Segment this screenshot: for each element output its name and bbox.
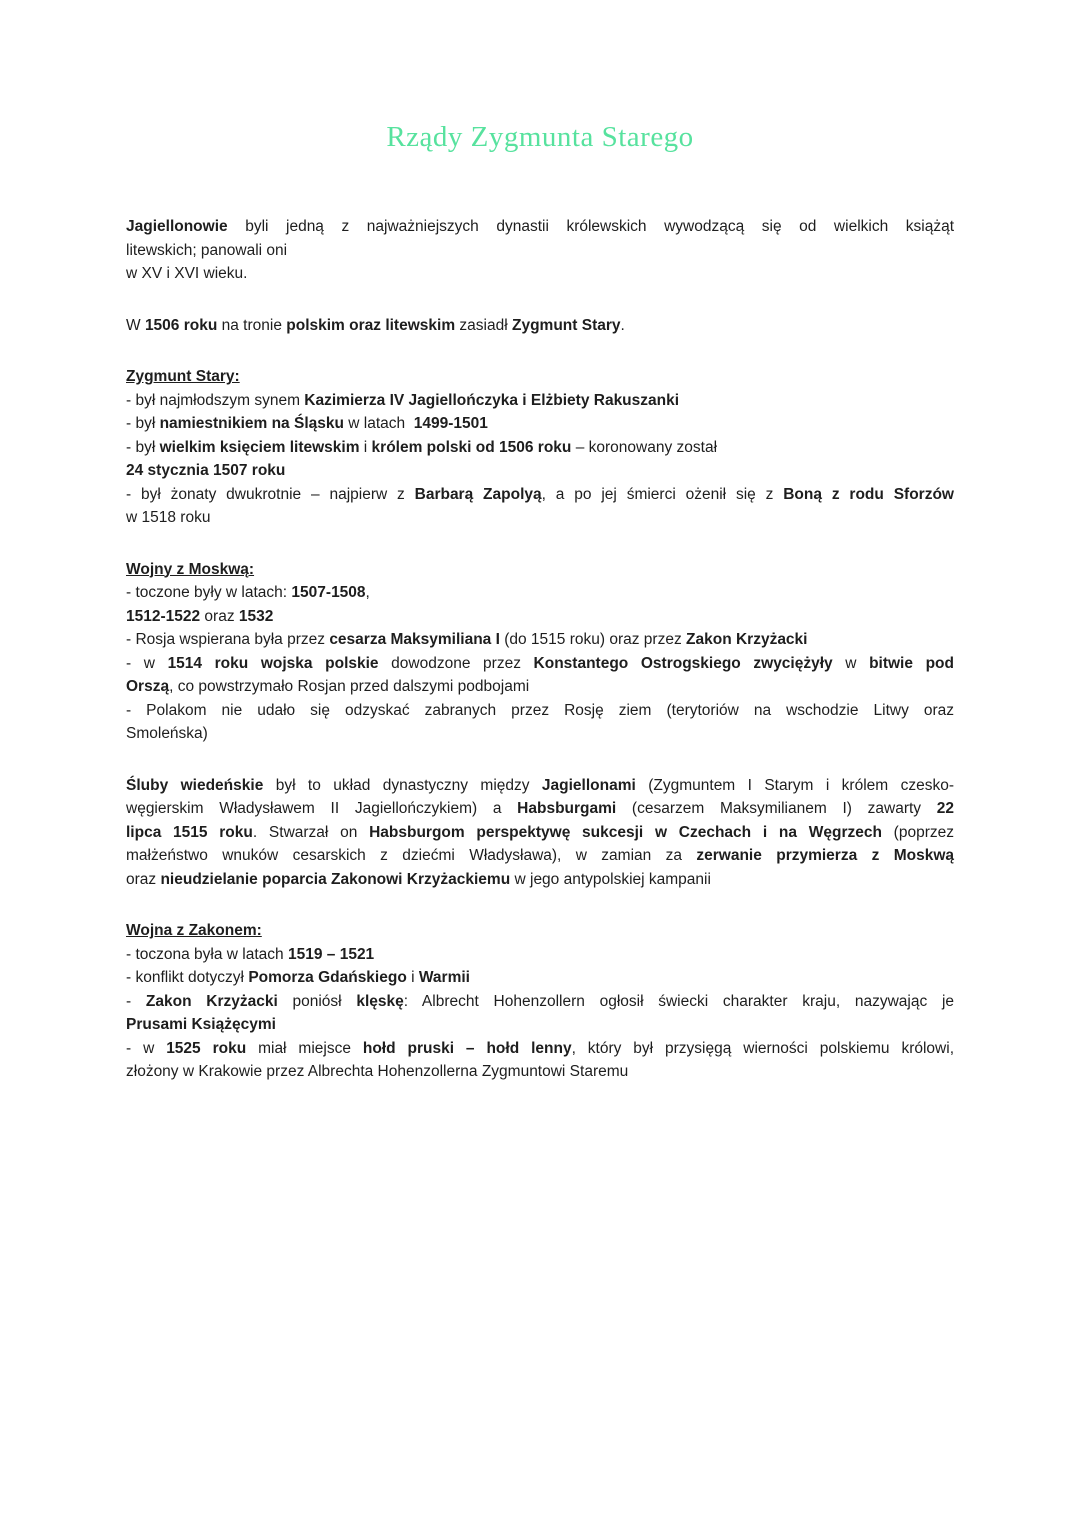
text-line bbox=[126, 628, 954, 652]
text-run: byli jedną z najważniejszych dynastii królewskich wywodzącą się od wielkich książąt bbox=[227, 218, 954, 235]
paragraph bbox=[126, 919, 954, 1084]
text-run: Warmii bbox=[418, 969, 470, 986]
document-content bbox=[126, 120, 954, 1084]
text-run: 24 stycznia 1507 roku bbox=[126, 462, 286, 479]
text-run: 1525 roku bbox=[166, 1039, 247, 1057]
text-run: - w bbox=[126, 654, 168, 672]
section-heading bbox=[126, 919, 954, 943]
text-run: - był bbox=[126, 438, 160, 456]
text-run: Smoleńska) bbox=[126, 725, 208, 742]
text-line bbox=[126, 797, 954, 821]
text-run: małżeństwo wnuków cesarskich z dziećmi Władysława), w zamian za bbox=[126, 847, 697, 864]
text-run: polskim oraz litewskim bbox=[286, 316, 456, 334]
text-run: - konflikt dotyczył bbox=[126, 969, 249, 986]
text-run: - Rosja wspierana była przez bbox=[126, 631, 330, 648]
text-line bbox=[126, 990, 954, 1014]
text-run: w latach bbox=[343, 415, 414, 432]
text-line bbox=[126, 239, 954, 263]
text-run: 1507-1508 bbox=[291, 584, 366, 601]
text-run: był to układ dynastyczny między bbox=[263, 776, 542, 794]
text-run: złożony w Krakowie przez Albrechta Hohenzollerna Zygmuntowi Staremu bbox=[126, 1063, 629, 1080]
text-line bbox=[126, 1013, 954, 1037]
text-run: dowodzone przez bbox=[378, 654, 534, 672]
text-run: , bbox=[365, 584, 370, 601]
text-run: 1519 – 1521 bbox=[287, 945, 375, 963]
paragraph bbox=[126, 365, 954, 530]
text-line bbox=[126, 966, 954, 990]
text-run: Zygmunt Stary: bbox=[126, 368, 240, 385]
paragraph bbox=[126, 558, 954, 746]
text-line bbox=[126, 868, 954, 892]
text-line bbox=[126, 459, 954, 483]
text-run: Habsburgami bbox=[517, 800, 617, 817]
text-run: oraz bbox=[200, 607, 239, 625]
text-line bbox=[126, 215, 954, 239]
text-run: . bbox=[620, 316, 625, 334]
text-run: Jagiellonowie bbox=[126, 218, 228, 235]
text-run: . Stwarzał on bbox=[252, 823, 370, 841]
text-line bbox=[126, 722, 954, 746]
text-run: i bbox=[406, 969, 419, 986]
text-run: - toczone były w latach: bbox=[126, 584, 292, 601]
text-run: - w bbox=[126, 1039, 167, 1057]
text-line bbox=[126, 436, 954, 460]
text-run: klęskę bbox=[356, 992, 404, 1010]
text-run: cesarza Maksymiliana I bbox=[329, 631, 500, 648]
text-run: 1514 roku wojska polskie bbox=[167, 654, 379, 672]
text-run: hołd pruski – hołd lenny bbox=[362, 1039, 572, 1057]
text-run: 1506 roku bbox=[144, 316, 218, 334]
text-line bbox=[126, 262, 954, 286]
paragraph bbox=[126, 314, 954, 338]
text-run: - był najmłodszym synem bbox=[126, 391, 305, 409]
text-run: Śluby wiedeńskie bbox=[126, 776, 264, 794]
text-run: Orszą bbox=[126, 678, 170, 695]
text-run: w jego antypolskiej kampanii bbox=[510, 870, 711, 888]
text-line bbox=[126, 1060, 954, 1084]
text-line bbox=[126, 675, 954, 699]
text-line bbox=[126, 314, 954, 338]
text-run: - był bbox=[126, 415, 160, 432]
text-run: nieudzielanie poparcia Zakonowi Krzyżackiemu bbox=[160, 870, 511, 888]
text-run: - Polakom nie udało się odzyskać zabranych przez Rosję ziem (terytoriów na wschodzie Litwy oraz bbox=[126, 701, 954, 719]
text-run: W bbox=[126, 316, 145, 334]
text-run: (do 1515 roku) oraz przez bbox=[499, 631, 687, 648]
text-line bbox=[126, 605, 954, 629]
text-run: lipca 1515 roku bbox=[126, 823, 253, 841]
text-run: królem polski od 1506 roku bbox=[371, 438, 572, 456]
text-run: – koronowany został bbox=[571, 438, 718, 456]
text-line bbox=[126, 699, 954, 723]
text-line bbox=[126, 821, 954, 845]
text-run: (poprzez bbox=[881, 823, 954, 841]
text-run: - był żonaty dwukrotnie – najpierw z bbox=[126, 485, 415, 503]
text-run: Prusami Książęcymi bbox=[126, 1016, 276, 1033]
text-run: i bbox=[359, 438, 372, 456]
text-run: bitwie pod bbox=[869, 654, 954, 672]
text-run: 1512-1522 bbox=[126, 607, 201, 625]
text-line bbox=[126, 389, 954, 413]
text-run: zasiadł bbox=[455, 316, 512, 334]
text-run: 1532 bbox=[238, 607, 274, 625]
text-run: , co powstrzymało Rosjan przed dalszymi podbojami bbox=[169, 678, 530, 695]
text-run: w XV i XVI wieku. bbox=[126, 265, 248, 282]
text-run: Boną z rodu Sforzów bbox=[783, 485, 954, 503]
text-run: Konstantego Ostrogskiego zwyciężyły bbox=[533, 654, 833, 672]
text-run: Habsburgom perspektywę sukcesji w Czechach i na Węgrzech bbox=[369, 823, 882, 841]
text-run: węgierskim Władysławem II Jagiellończykiem) a bbox=[126, 800, 518, 817]
text-run: Jagiellonami bbox=[541, 776, 636, 794]
text-run: zerwanie przymierza z Moskwą bbox=[696, 847, 954, 864]
text-run: wielkim księciem litewskim bbox=[159, 438, 360, 456]
text-line bbox=[126, 581, 954, 605]
paragraph bbox=[126, 215, 954, 286]
text-line bbox=[126, 652, 954, 676]
page-title: Rządy Zygmunta Starego bbox=[386, 121, 694, 153]
text-run: Zakon Krzyżacki bbox=[145, 992, 278, 1010]
text-run: namiestnikiem na Śląsku bbox=[159, 415, 344, 432]
text-run: , a po jej śmierci ożenił się z bbox=[541, 485, 784, 503]
text-run: : Albrecht Hohenzollern ogłosił świecki charakter kraju, nazywając je bbox=[403, 992, 955, 1010]
text-run: miał miejsce bbox=[246, 1039, 363, 1057]
section-heading bbox=[126, 558, 954, 582]
text-run: Wojny z Moskwą: bbox=[126, 560, 255, 578]
text-run: Zakon Krzyżacki bbox=[686, 631, 808, 648]
document-body bbox=[126, 215, 954, 1084]
text-run: (Zygmuntem I Starym i królem czesko- bbox=[635, 776, 954, 794]
text-run: 1499-1501 bbox=[413, 415, 488, 432]
text-run: (cesarzem Maksymilianem I) zawarty bbox=[616, 800, 937, 817]
text-line bbox=[126, 412, 954, 436]
text-run: na tronie bbox=[217, 316, 287, 334]
text-run: w 1518 roku bbox=[126, 509, 211, 526]
text-run: - bbox=[126, 992, 146, 1010]
text-run: Barbarą Zapolyą bbox=[414, 485, 542, 503]
text-run: 22 bbox=[936, 800, 954, 817]
text-line bbox=[126, 506, 954, 530]
paragraph bbox=[126, 774, 954, 892]
text-run: Wojna z Zakonem: bbox=[126, 922, 262, 939]
text-run: Pomorza Gdańskiego bbox=[248, 969, 407, 986]
section-heading bbox=[126, 365, 954, 389]
text-run: litewskich; panowali oni bbox=[126, 241, 288, 259]
text-run: Kazimierza IV Jagiellończyka i Elżbiety Rakuszanki bbox=[304, 391, 680, 409]
text-run: oraz bbox=[126, 870, 161, 888]
text-line bbox=[126, 1037, 954, 1061]
text-run: w bbox=[832, 654, 870, 672]
text-run: Zygmunt Stary bbox=[511, 316, 621, 334]
text-run: , który był przysięgą wierności polskiemu królowi, bbox=[571, 1039, 954, 1057]
text-line bbox=[126, 774, 954, 798]
text-run: - toczona była w latach bbox=[126, 945, 288, 963]
text-line bbox=[126, 844, 954, 868]
text-run: poniósł bbox=[277, 992, 357, 1010]
text-line bbox=[126, 483, 954, 507]
text-line bbox=[126, 943, 954, 967]
